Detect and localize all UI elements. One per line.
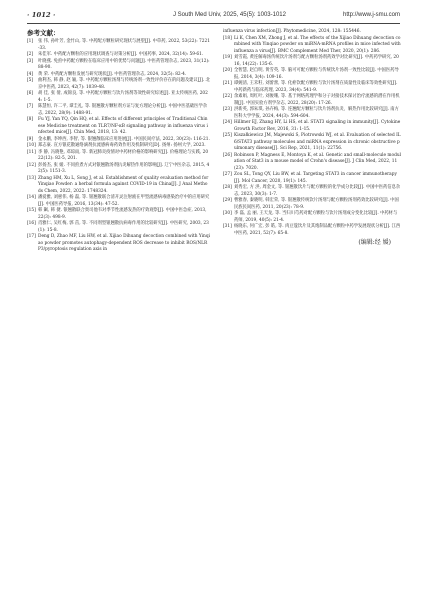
reference-text: Kiszałkiewicz JM, Majewski S, Piotrowski WJ, et al. Evaluation of selected IL6/STAT3 pathway molecules and miRNA expression in chronic obstructive pulmonary disease[J]. Sci Rep, 2021, 11(1): 22756. (234, 133, 401, 151)
reference-number: [4] (27, 71, 34, 77)
reference-item (223, 185, 401, 198)
reference-number: [15] (27, 208, 36, 213)
reference-text: 郑志豪. 宣方银花散通络滴剂抗流感病毒药效作用及机制研究[D]. 扬州: 扬州大学, 2023. (38, 143, 206, 148)
reference-list-right (223, 36, 401, 238)
reference-number: [11] (27, 149, 36, 155)
reference-item (27, 195, 210, 208)
reference-text: 洪新英, 郭朱琪, 孙卉梅, 等. 连翘配方颗粒与饮片汤剂抗炎、解热作用比较研究[J]. 南方医科大学学报, 2024, 44(3): 594-604. (234, 107, 399, 119)
reference-text: 全智慧, 赵自明, 黄雪英, 等. 脑可可配方颗粒与传统饮片汤剂一致性比较[J]. 中国医药导报, 2014, 3(4): 109-16. (234, 68, 399, 80)
reference-text: 金永鹏, 李坤西, 李智, 等. 银翘散临床应用进展[J]. 中国民间疗法, 2022, 30(23): 116-21. (38, 136, 210, 142)
references-right-column (223, 29, 401, 247)
reference-text: Zou SL, Tong QY, Liu BW, et al. Targeting STAT3 in cancer immunotherapy[J]. Mol Cancer, 2020, 19(1): 145. (234, 172, 397, 184)
reference-item (223, 153, 401, 173)
reference-number: [19] (223, 55, 232, 60)
reference-text: 李 磊, 孟 丽, 王天龙, 等. 当归川芎药对配方颗粒与饮片汤剂成分变化比较[J]. 中药材与药师, 2019, 40(5): 21-4. (234, 211, 398, 223)
reference-text: 刘雪霞, 黄连解毒汤传统饮片汤剂与配方颗粒汤剂药效学对比研究[J]. 中药药学研究, 2016, 14(22): 135-6. (234, 55, 399, 67)
reference-item (27, 39, 210, 52)
reference-number: [31] (223, 224, 232, 229)
reference-item (27, 59, 210, 72)
reference-text: 潘爱雅, 刘惠伟, 杨 磊, 等. 银翘散联合清开灵注射液在甲型流感病毒感染治疗中的应用研究[J]. 中国医药导报, 2016, 13(34): 47-52. (38, 195, 210, 207)
reference-text: 肖雅仁, 吴红梅, 郭 茁, 等. 不同剂型银翘散抗病毒作用的比较研究[J]. 中医研究, 2003, 23(1): 15-8. (38, 221, 209, 233)
reference-item (27, 78, 210, 91)
references-heading: 参考文献： (27, 30, 60, 37)
reference-item (27, 234, 210, 254)
reference-number: [23] (223, 107, 232, 112)
reference-number: [27] (223, 172, 232, 177)
reference-item (27, 104, 210, 117)
reference-number: [30] (223, 211, 232, 216)
reference-item (223, 81, 401, 94)
reference-text: 陈慧恒, 许二平, 谭圭礼, 等. 银翘散方颗粒剂方证与复方理论分析[J]. 中国中医基础医学杂志, 2022, 28(9): 1488-91. (38, 104, 208, 116)
reference-text: 黄 荣. 中药配方颗粒发展与研究现状[J]. 中医药管理杂志, 2024, 32(5): 82-4. (38, 71, 187, 77)
reference-number: [28] (223, 185, 232, 190)
header-rule (27, 23, 400, 24)
reference-text: 朱佳军. 中药配方颗粒的应用现状调查与对策分析[J]. 中国药事, 2024, 32(14): 59-61. (38, 52, 204, 57)
reference-number: [26] (223, 152, 232, 158)
reference-text: 杨晓东, 何广宏, 彭 皓, 等. 肉豆蔻饮片及其炮制品配方颗粒中药学发展现状分析[J]. 江西中医药, 2021, 52(7): 65-8. (234, 224, 401, 236)
reference-item (27, 117, 210, 137)
reference-item (27, 163, 210, 176)
reference-number: [25] (223, 133, 232, 138)
reference-item (223, 94, 401, 107)
journal-url[interactable]: http://www.j-smu.com (342, 12, 400, 18)
reference-text: 彭扬杰, 张 媛. 不同煎煮方式对银翘散汤剂抗炎解热作用的影响[J]. 辽宁中医杂志, 2015, 42(5): 1151-3. (38, 162, 210, 174)
reference-text: 李 静, 冯晓艳, 邓琼雨, 等. 新冠肺炎疫情对中药材价格的影响研究[J]. 价格理论与实践, 2022(12): 82-5, 201. (38, 149, 209, 161)
reference-number: [5] (27, 78, 34, 83)
reference-item (223, 55, 401, 68)
reference-text: Fu YJ, Yan YQ, Qin HQ, et al. Effects of different principles of Traditional Chinese Medicine treatment on TLR7/NF-κB signaling pathway in influenza virus infected mice[J]. Chin Med, 2018, 13: 42. (38, 117, 208, 135)
reference-text: 张 伟, 孙叶芳, 金竹山, 等. 中药配方颗粒研究现状与展望[J]. 中草药, 2022, 53(22): 7221-33. (38, 39, 210, 51)
reference-number: [7] (27, 104, 34, 109)
reference-text: 叶晓燕. 免煎中药配方颗粒在临床应用中的优势与问题[J]. 中医药管理杂志, 2023, 31(12): 88-90. (38, 58, 210, 70)
reference-item (223, 68, 401, 81)
reference-number: [2] (27, 52, 34, 57)
reference-text: 余素娟, 周红叶, 刘俊珊, 等. 基于网络药理学和分子对接技术探讨治疗流感的潜在作用机制[J]. 中国实验方剂学杂志, 2022, 28(20): 17-26. (234, 94, 400, 106)
reference-item (223, 224, 401, 237)
reference-item (223, 120, 401, 133)
reference-number: [8] (27, 117, 34, 122)
reference-text: 刘秀宏, 方 洪, 周金文, 等. 银翘散饮片与配方颗粒的化学成分比较[J]. 中国中医药信息杂志, 2023, 30(3): 1-7. (234, 185, 401, 197)
reference-number: [24] (223, 120, 232, 125)
editor-note: (编辑:经 媛) (358, 239, 391, 246)
reference-text: 谭婉清, 王禾籽, 刘蕾蕾, 等. 化瘀饮配方颗粒与饮片汤剂在质量性及临床等效性研究[J]. 中药新药与临床药理, 2023, 34(4): 541-9. (234, 81, 398, 93)
reference-item (27, 150, 210, 163)
reference-number: [12] (27, 162, 36, 168)
reference-item (223, 198, 401, 211)
reference-number: [6] (27, 91, 34, 96)
reference-text: Robinson P, Magness E, Montoya K, et al. Genetic and small-molecule modulation of Stat3 in a mouse model of Crohn's disease[J]. J Clin Med, 2022, 11(23): 7020. (234, 152, 401, 171)
reference-number: [18] (223, 35, 232, 41)
reference-number: [17] (27, 234, 36, 239)
reference-text: Deng D, Zhao MF, Liu HW, et al. Xijiao Dihuang decoction combined with Yinqiao powder promotes autophagy-dependent ROS decrease to inhibit ROS/NLRP3/pyroptosis regulation axis in (38, 234, 210, 252)
reference-item (223, 211, 401, 224)
reference-number: [29] (223, 198, 232, 203)
reference-item (223, 107, 401, 120)
reference-number: [20] (223, 68, 232, 73)
reference-number: [3] (27, 58, 34, 64)
reference-number: [21] (223, 81, 232, 86)
reference-item (27, 91, 210, 104)
page-number: · 1012 · (27, 11, 56, 19)
reference-number: [1] (27, 39, 34, 44)
reference-text: Hillmer EJ, Zhang HY, Li HS, et al. STAT3 signaling in immunity[J]. Cytokine Growth Factor Rev, 2016, 31: 1-15. (234, 120, 401, 132)
reference-number: [16] (27, 221, 36, 226)
reference-text: Zhang HM, Xu L, Song J, et al. Establishment of quality evaluation method for Yinqiao Powder: a herbal formula against COVID-19 in China[J]. J Anal Methods Chem, 2022, 2022: 1748324. (38, 175, 209, 194)
reference-number: [14] (27, 195, 36, 200)
reference-text: 曹雅春, 秦晓明, 韩宏荣, 等. 银翘散传统饮片汤剂与配方颗粒汤剂药效比较研究[J]. 中国民族民间医药, 2011, 20(23): 78-9. (234, 198, 399, 210)
reference-item (223, 172, 401, 185)
reference-text: Li K, Chen XM, Zhong J, et al. The effects of the Xijiao Dihuang decoction combined with Yinqiao powder on miRNA-mRNA profiles in mice infected with influenza a virus[J]. BMC Complement Med Ther, 2020, 20(1): 286. (234, 35, 401, 54)
reference-item (223, 133, 401, 153)
reference-item (27, 208, 210, 221)
reference-number: [9] (27, 136, 34, 142)
reference-text: 胡 佳, 张 倩, 成锦良, 等. 中药配方颗粒与饮片汤剂等效性研究综述[J]. 亚太传统医药, 2024: 1-5. (38, 91, 208, 103)
reference-number: [13] (27, 175, 36, 181)
reference-item (27, 176, 210, 196)
reference-number: [22] (223, 94, 232, 99)
reference-item (27, 221, 210, 234)
reference-continuation: influenza virus infection[J]. Phytomedicine, 2024, 128: 155446. (223, 29, 361, 34)
reference-text: 韩 飙, 韩 捷. 银翘散联合奥司他韦对季节性流感发热的疗效观察[J]. 中国中医急症, 2013, 22(3): 498-9. (38, 208, 207, 220)
reference-item (223, 36, 401, 56)
page-header (27, 8, 400, 22)
references-left-column (27, 29, 210, 254)
journal-citation: J South Med Univ, 2025, 45(5): 1003-1012 (173, 12, 286, 18)
reference-number: [10] (27, 143, 36, 148)
reference-list-left (27, 39, 210, 254)
reference-text: 曲利杰, 韩 静, 赵 颖, 等. 中药配方颗粒汤剂与传统汤剂一致性评价存在的问题及建议[J]. 北京中医药, 2023, 42(7): 1039-48. (38, 78, 210, 90)
